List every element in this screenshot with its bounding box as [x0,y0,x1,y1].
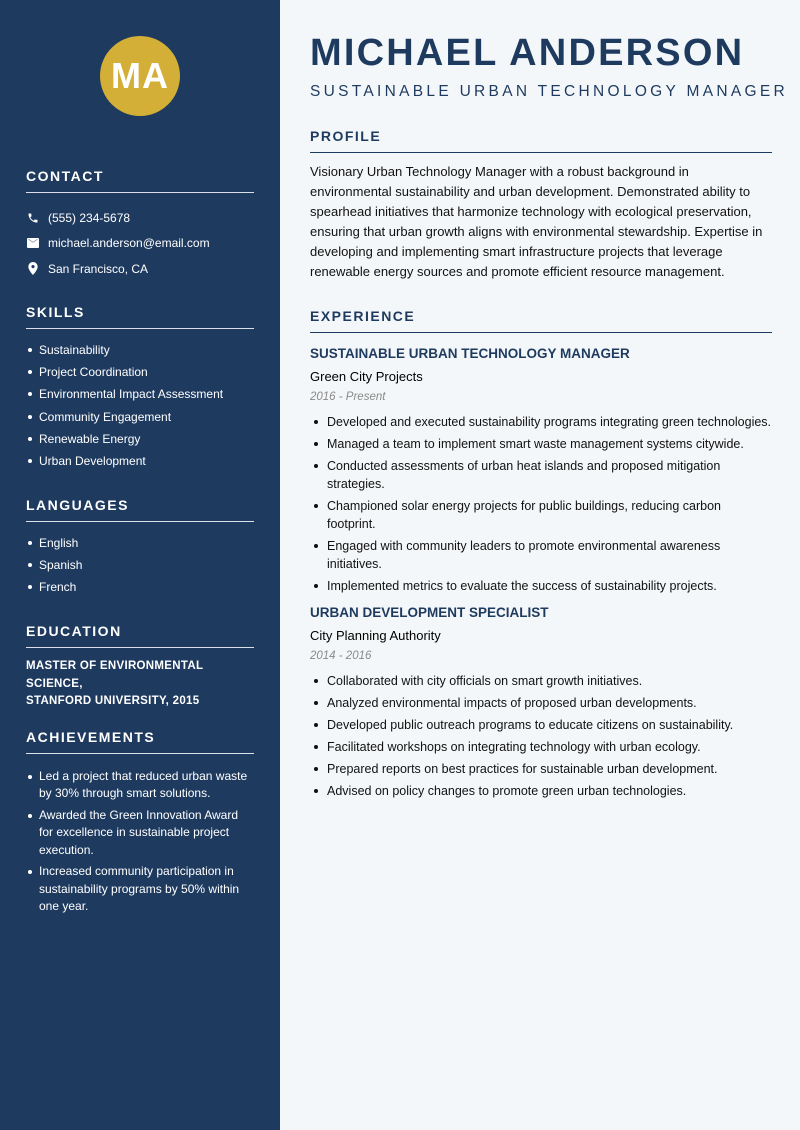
job-title: URBAN DEVELOPMENT SPECIALIST [310,605,549,620]
contact-email-text: michael.anderson@email.com [48,236,210,251]
duty-item: Implemented metrics to evaluate the success of sustainability projects. [310,577,772,595]
candidate-name: MICHAEL ANDERSON [310,32,745,74]
contact-location-text: San Francisco, CA [48,261,149,276]
contact-email [26,231,254,257]
skill-item: Community Engagement [26,406,254,428]
job-duties [310,672,772,800]
duty-item: Championed solar energy projects for public buildings, reducing carbon footprint. [310,497,772,533]
avatar [100,36,180,116]
duty-item: Developed and executed sustainability programs integrating green technologies. [310,413,772,431]
skill-item: Project Coordination [26,361,254,383]
education-line-1: MASTER OF ENVIRONMENTAL SCIENCE, [26,660,204,690]
language-item: English [26,532,254,554]
achievement-item: Increased community participation in sustainability programs by 50% within one year. [26,863,254,915]
language-item: French [26,576,254,598]
contact-location [26,256,254,282]
skill-item: Sustainability [26,339,254,361]
duty-item: Facilitated workshops on integrating technology with urban ecology. [310,738,772,756]
avatar-initials: MA [111,55,169,96]
job-company: Green City Projects [310,369,423,384]
job-title: SUSTAINABLE URBAN TECHNOLOGY MANAGER [310,346,630,361]
education-heading: EDUCATION [26,623,254,648]
location-pin-icon [26,262,40,276]
achievement-item: Awarded the Green Innovation Award for excellence in sustainable project execution. [26,807,254,859]
skills-list [26,339,254,472]
contact-list [26,205,254,282]
skill-item: Environmental Impact Assessment [26,383,254,405]
language-item: Spanish [26,554,254,576]
email-icon [26,236,40,250]
job-dates: 2016 - Present [310,391,386,403]
contact-heading: CONTACT [26,168,254,193]
education-line-2: STANFORD UNIVERSITY, 2015 [26,695,200,707]
duty-item: Analyzed environmental impacts of proposed urban developments. [310,694,772,712]
duty-item: Collaborated with city officials on smart growth initiatives. [310,672,772,690]
duty-item: Developed public outreach programs to educate citizens on sustainability. [310,716,772,734]
skill-item: Renewable Energy [26,428,254,450]
experience-section [310,308,772,804]
education-degree [26,658,254,711]
job-duties [310,413,772,595]
candidate-title: SUSTAINABLE URBAN TECHNOLOGY MANAGER [310,83,788,100]
achievement-item: Led a project that reduced urban waste by 30% through smart solutions. [26,768,254,803]
duty-item: Conducted assessments of urban heat islands and proposed mitigation strategies. [310,457,772,493]
contact-section [26,168,254,282]
achievements-section [26,729,254,920]
skills-section [26,304,254,472]
contact-phone [26,205,254,231]
duty-item: Prepared reports on best practices for sustainable urban development. [310,760,772,778]
education-section [26,623,254,711]
languages-list [26,532,254,599]
duty-item: Engaged with community leaders to promote environmental awareness initiatives. [310,537,772,573]
languages-heading: LANGUAGES [26,497,254,522]
profile-heading: PROFILE [310,128,772,153]
skills-heading: SKILLS [26,304,254,329]
duty-item: Advised on policy changes to promote green urban technologies. [310,782,772,800]
achievements-heading: ACHIEVEMENTS [26,729,254,754]
sidebar [0,0,280,1130]
skill-item: Urban Development [26,450,254,472]
job-entry [310,346,772,595]
job-dates: 2014 - 2016 [310,650,372,662]
languages-section [26,497,254,599]
contact-phone-text: (555) 234-5678 [48,210,131,225]
duty-item: Managed a team to implement smart waste management systems citywide. [310,435,772,453]
experience-heading: EXPERIENCE [310,308,772,333]
profile-section [310,128,772,282]
profile-text: Visionary Urban Technology Manager with a robust background in environmental sustainability and urban development. Demonstrated ability to spearhead initiatives that harmonize technology with ecological preservation, ensuring that urban growth aligns with environmental stewardship. Expertise in developing and implementing smart infrastructure projects that leverage renewable energy sources and promote efficient resource management. [310,164,763,279]
job-entry [310,605,772,800]
phone-icon [26,211,40,225]
job-company: City Planning Authority [310,628,441,643]
achievements-list [26,768,254,915]
